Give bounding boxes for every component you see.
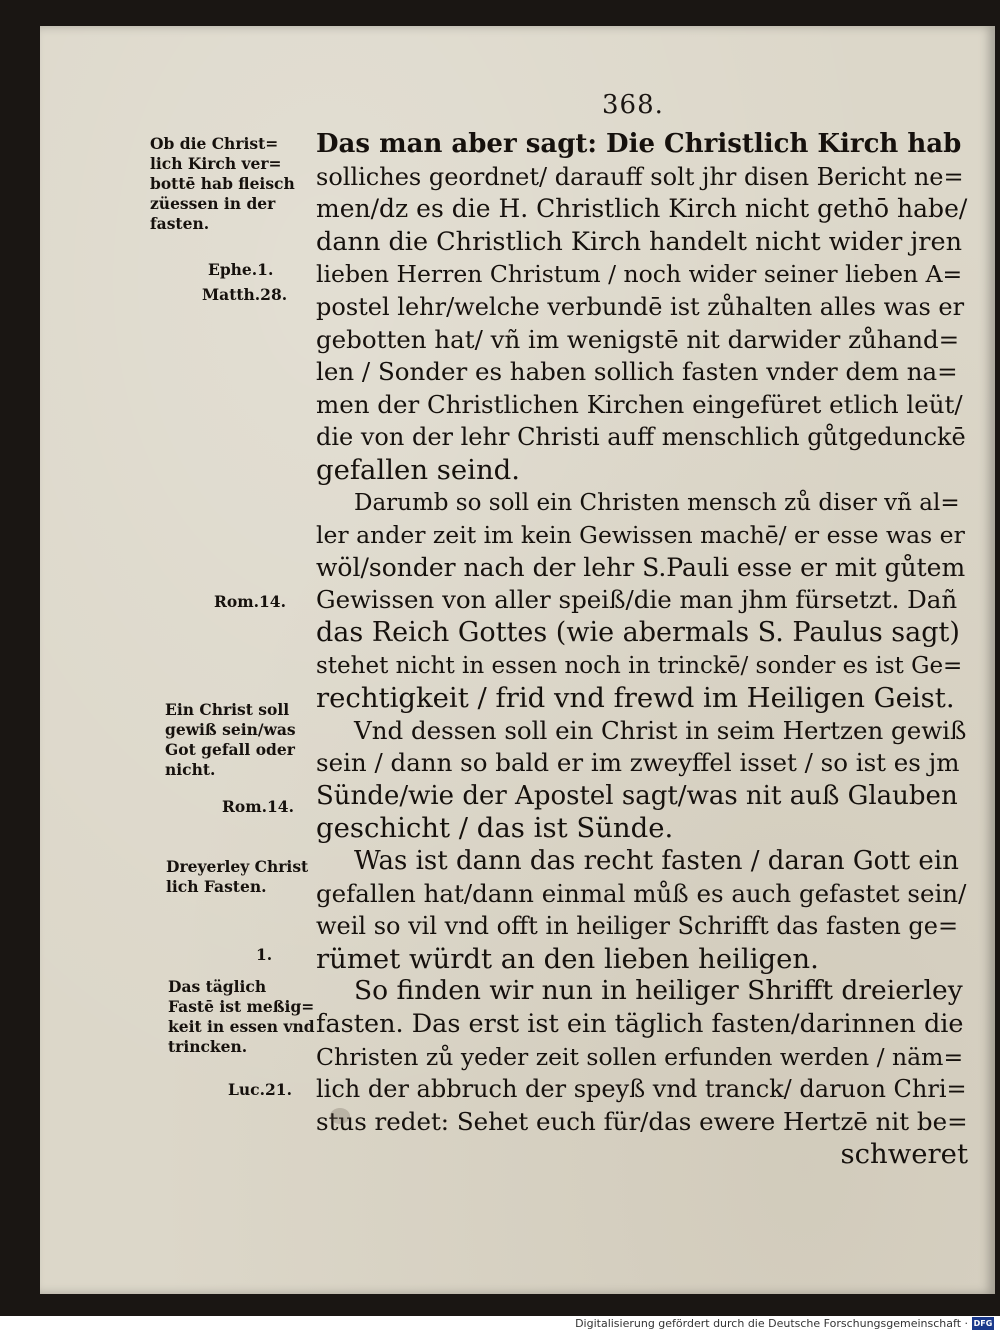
body-line: dann die Christlich Kirch handelt nicht wider jren bbox=[316, 226, 963, 257]
body-line: men der Christlichen Kirchen eingefüret etlich leüt/ bbox=[316, 389, 963, 419]
body-line: So finden wir nun in heiliger Shrifft dreierley bbox=[354, 975, 963, 1007]
body-line: wöl/sonder nach der lehr S.Pauli esse er mit gůtem bbox=[316, 552, 966, 582]
margin-note-line: trincken. bbox=[168, 1037, 248, 1056]
body-line: Sünde/wie der Apostel sagt/was nit auß Glauben bbox=[316, 780, 958, 811]
body-text bbox=[316, 128, 968, 1171]
body-line: sein / dann so bald er im zweyffel isset / so ist es jm bbox=[316, 748, 960, 778]
body-line: lich der abbruch der speyß vnd tranck/ daruon Chri= bbox=[316, 1075, 967, 1104]
margin-note bbox=[165, 700, 296, 780]
margin-note-line: Das täglich bbox=[168, 977, 267, 996]
body-line: solliches geordnet/ darauff solt jhr disen Bericht ne= bbox=[316, 162, 964, 191]
margin-note bbox=[214, 592, 286, 612]
margin-note bbox=[150, 134, 295, 234]
body-line: ler ander zeit im kein Gewissen machē/ er esse was er bbox=[316, 521, 965, 550]
margin-note bbox=[166, 857, 308, 897]
margin-note-line: keit in essen vnd bbox=[168, 1017, 315, 1036]
body-line: fasten. Das erst ist ein täglich fasten/darinnen die bbox=[316, 1009, 964, 1040]
catchword: schweret bbox=[840, 1138, 968, 1171]
margin-note-line: Rom.14. bbox=[214, 592, 286, 611]
body-line: gefallen hat/dann einmal můß es auch gefastet sein/ bbox=[316, 878, 967, 908]
margin-note-line: Fastē ist meßig= bbox=[168, 997, 315, 1016]
margin-note-line: Got gefall oder bbox=[165, 740, 295, 759]
margin-note-line: Rom.14. bbox=[222, 797, 294, 816]
body-line: das Reich Gottes (wie abermals S. Paulus sagt) bbox=[316, 616, 960, 648]
margin-note-line: züessen in der bbox=[150, 194, 276, 213]
margin-note bbox=[208, 260, 273, 280]
margin-note bbox=[222, 797, 294, 817]
body-line: weil so vil vnd offt in heiliger Schrifft das fasten ge= bbox=[316, 912, 959, 941]
margin-note-line: Ephe.1. bbox=[208, 260, 274, 279]
margin-note-line: Dreyerley Christ bbox=[166, 857, 309, 876]
footer-bar bbox=[0, 1316, 1000, 1331]
body-line: Darumb so soll ein Christen mensch zů diser vñ al= bbox=[354, 489, 960, 516]
page-number: 368. bbox=[602, 90, 664, 120]
margin-note bbox=[202, 285, 287, 305]
body-line: postel lehr/welche verbundē ist zůhalten alles was er bbox=[316, 292, 965, 321]
margin-note-line: Matth.28. bbox=[202, 285, 288, 304]
body-line: Christen zů yeder zeit sollen erfunden werden / näm= bbox=[316, 1042, 964, 1071]
body-line: die von der lehr Christi auff menschlich gůtgedunckē bbox=[316, 423, 966, 452]
margin-note-line: fasten. bbox=[150, 214, 210, 233]
body-line: gebotten hat/ vñ im wenigstē nit darwider zůhand= bbox=[316, 324, 960, 354]
margin-note-line: gewiß sein/was bbox=[165, 720, 296, 739]
body-line: stehet nicht in essen noch in trinckē/ sonder es ist Ge= bbox=[316, 652, 963, 679]
body-line: rümet würdt an den lieben heiligen. bbox=[316, 942, 819, 975]
body-line: len / Sonder es haben sollich fasten vnder dem na= bbox=[316, 357, 958, 387]
body-line: geschicht / das ist Sünde. bbox=[316, 812, 674, 845]
margin-note-line: Luc.21. bbox=[228, 1080, 292, 1099]
margin-note-line: lich Kirch ver= bbox=[150, 154, 282, 173]
margin-note bbox=[168, 977, 315, 1057]
ink-smudge bbox=[330, 1108, 350, 1124]
body-line: Gewissen von aller speiß/die man jhm fürsetzt. Dañ bbox=[316, 585, 958, 615]
margin-note bbox=[256, 945, 272, 965]
margin-note-line: 1. bbox=[256, 945, 273, 964]
margin-note-line: Ein Christ soll bbox=[165, 700, 290, 719]
body-line: lieben Herren Christum / noch wider seiner lieben A= bbox=[316, 260, 963, 289]
dfg-logo: DFG bbox=[973, 1319, 993, 1328]
margin-note-line: bottē hab fleisch bbox=[150, 174, 295, 193]
body-line: stus redet: Sehet euch für/das ewere Hertzē nit be= bbox=[316, 1106, 968, 1136]
body-line: gefallen seind. bbox=[316, 453, 521, 486]
margin-note-line: nicht. bbox=[165, 760, 216, 779]
body-line: Das man aber sagt: Die Christlich Kirch hab bbox=[316, 129, 962, 159]
body-line: Vnd dessen soll ein Christ in seim Hertzen gewiß bbox=[354, 715, 967, 745]
body-line: men/dz es die H. Christlich Kirch nicht gethō habe/ bbox=[316, 194, 968, 224]
body-line: rechtigkeit / frid vnd frewd im Heiligen Geist. bbox=[316, 682, 955, 715]
footer-credit: Digitalisierung gefördert durch die Deutsche Forschungsgemeinschaft · bbox=[575, 1317, 968, 1330]
margin-note bbox=[228, 1080, 292, 1100]
margin-note-line: Ob die Christ= bbox=[150, 134, 279, 153]
margin-note-line: lich Fasten. bbox=[166, 877, 267, 896]
body-line: Was ist dann das recht fasten / daran Gott ein bbox=[354, 846, 959, 877]
